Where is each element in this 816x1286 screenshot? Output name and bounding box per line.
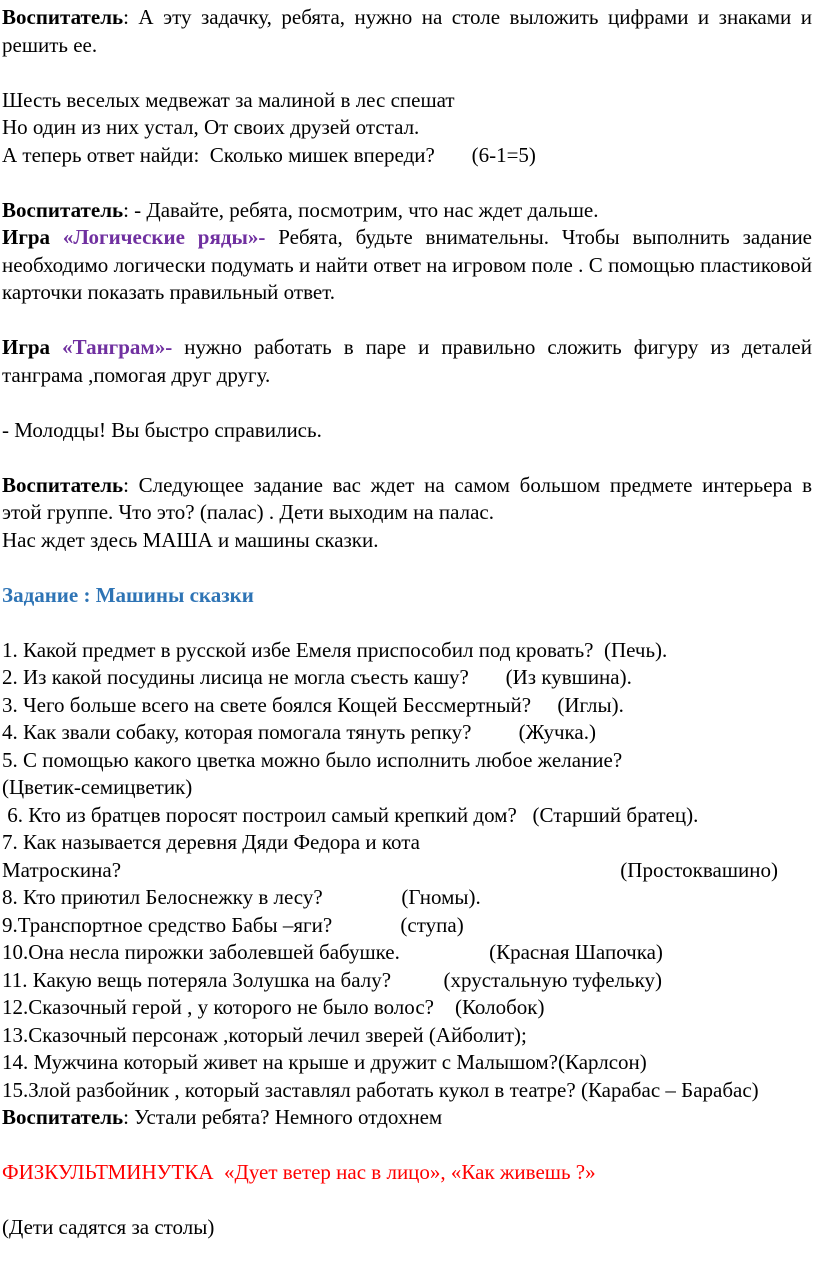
poem-line: Шесть веселых медвежат за малиной в лес спешат (2, 87, 455, 112)
closing-text: (Дети садятся за столы) (2, 1215, 215, 1239)
poem-line: Но один из них устал, От своих друзей отстал. (2, 115, 420, 139)
spacer (2, 307, 812, 335)
question-item: 13.Сказочный персонаж ,который лечил зверей (Айболит); (2, 1022, 527, 1047)
praise-text: - Молодцы! Вы быстро справились. (2, 417, 322, 442)
question-item: 14. Мужчина который живет на крыше и дружит с Малышом?(Карлсон) (2, 1050, 647, 1074)
speaker-label: Воспитатель (2, 472, 124, 497)
spacer (2, 59, 812, 87)
spacer (2, 444, 812, 472)
fizminutka-heading: ФИЗКУЛЬТМИНУТКА «Дует ветер нас в лицо», «Как живешь ?» (2, 1160, 596, 1184)
intro-text: : А эту задачку, ребята, нужно на столе выложить цифрами и знаками и решить ее. (2, 5, 812, 57)
question-item: 6. Кто из братцев поросят построил самый крепкий дом? (Старший братец). (2, 802, 699, 827)
game-text: нужно работать в паре и правильно сложить фигуру из деталей танграма ,помогая друг другу. (2, 335, 812, 387)
question-item (2, 857, 812, 885)
game-title: «Логические ряды»- (50, 225, 279, 249)
question-item: 8. Кто приютил Белоснежку в лесу? (Гномы). (2, 885, 481, 909)
question-item: 5. С помощью какого цветка можно было исполнить любое желание? (2, 747, 623, 772)
rest-text: : Устали ребята? Немного отдохнем (123, 1105, 443, 1129)
spacer (2, 389, 812, 417)
carpet-paragraph (2, 472, 812, 527)
spacer (2, 1132, 812, 1160)
spacer (2, 609, 812, 637)
question-item: 11. Какую вещь потеряла Золушка на балу? (хрустальную туфельку) (2, 967, 663, 992)
game-title: «Танграм»- (50, 335, 185, 359)
game-logic-paragraph (2, 224, 812, 307)
speaker-label: Воспитатель (2, 5, 124, 29)
spacer (2, 169, 812, 197)
question-item: 2. Из какой посудины лисица не могла съесть кашу? (Из кувшина). (2, 665, 632, 689)
question-item: 1. Какой предмет в русской избе Емеля приспособил под кровать? (Печь). (2, 637, 668, 662)
question-item: 15.Злой разбойник , который заставлял работать кукол в театре? (Карабас – Барабас) (2, 1077, 759, 1102)
next-paragraph (2, 197, 812, 225)
game-label: Игра (2, 225, 51, 249)
game-text: Ребята, будьте внимательны. Чтобы выполнить задание необходимо логически подумать и найти ответ на игровом поле . С помощью пластиковой карточки показать правильный ответ. (2, 225, 813, 304)
question-item: 3. Чего больше всего на свете боялся Кощей Бессмертный? (Иглы). (2, 692, 624, 717)
question-item: 10.Она несла пирожки заболевшей бабушке. (Красная Шапочка) (2, 940, 663, 964)
question-item: 12.Сказочный герой , у которого не было волос? (Колобок) (2, 995, 545, 1019)
carpet-line2: Нас ждет здесь МАША и машины сказки. (2, 527, 379, 552)
speaker-label: Воспитатель (2, 1105, 124, 1129)
intro-paragraph (2, 0, 812, 59)
poem-line: А теперь ответ найди: Сколько мишек впереди? (6-1=5) (2, 142, 536, 167)
next-text: : - Давайте, ребята, посмотрим, что нас ждет дальше. (123, 197, 599, 222)
question-text: Матроскина? (2, 857, 122, 882)
rest-paragraph (2, 1104, 812, 1132)
question-item: 4. Как звали собаку, которая помогала тянуть репку? (Жучка.) (2, 720, 596, 744)
question-item: 7. Как называется деревня Дяди Федора и кота (2, 830, 420, 854)
question-item: (Цветик-семицветик) (2, 775, 193, 799)
question-answer: (Простоквашино) (620, 857, 778, 882)
game-label: Игра (2, 335, 51, 359)
spacer (2, 554, 812, 582)
spacer (2, 1187, 812, 1215)
task-heading: Задание : Машины сказки (2, 582, 254, 607)
speaker-label: Воспитатель (2, 197, 124, 222)
game-tangram-paragraph (2, 334, 812, 389)
carpet-text: : Следующее задание вас ждет на самом большом предмете интерьера в этой группе. Что это? (палас) . Дети выходим на палас. (2, 472, 812, 524)
question-item: 9.Транспортное средство Бабы –яги? (ступа) (2, 912, 464, 937)
